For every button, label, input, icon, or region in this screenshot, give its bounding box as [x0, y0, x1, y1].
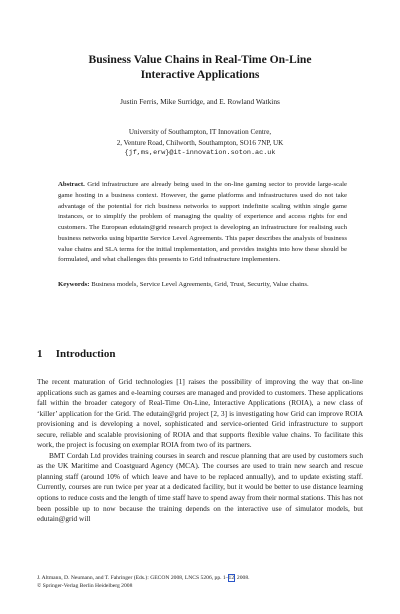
- author-list: Justin Ferris, Mike Surridge, and E. Rowland Watkins: [120, 97, 280, 106]
- section-title: Introduction: [55, 348, 116, 360]
- paragraph-1: The recent maturation of Grid technologies [1] raises the possibility of improving the way that on-line applications such as games and e-learning courses are managed and provided to customers. These applications fall within the broader category of Real-Time On-Line, Interactive Applications (ROIA), a new class of ‘killer’ application for the Grid. The edutain@grid project [2, 3] is investigating how Grid can improve ROIA provisioning and is developing a novel, sophisticated and service-oriented Grid infrastructure to support secure, reliable and scalable provisioning of ROIA and that supports flexible value chains. To facilitate this work, the project is focusing on exemplar ROIA from two of its partners.: [37, 377, 363, 450]
- abstract-label: Abstract.: [58, 181, 85, 188]
- section-heading: [37, 348, 363, 360]
- keywords-label: Keywords:: [58, 281, 90, 288]
- citation-footnote: [37, 574, 363, 591]
- section-number: 1: [37, 348, 43, 360]
- abstract-text: Grid infrastructure are already being used in the on-line gaming sector to provide large-scale game hosting in a business context. However, the game platforms and infrastructures used do not take advantage of the potential for rich business networks to support indefinite scaling within single game instances, or to simplify the problem of managing the quality of experience and access rights for end customers. The European edutain@grid research project is developing an infrastructure for realising such business networks using bipartite Service Level Agreements. This paper describes the analysis of business value chains and SLA terms for the initial implementation, and provides insights into how these should be formulated, and what challenges this presents to Grid infrastructure implementers.: [58, 181, 348, 264]
- footnote-line-1: [37, 574, 363, 582]
- keywords-text: Business models, Service Level Agreements, Grid, Trust, Security, Value chains.: [91, 281, 309, 288]
- body-text: [37, 377, 363, 525]
- title-line-2: Interactive Applications: [140, 68, 260, 81]
- affiliation: [60, 127, 340, 159]
- page-range-end-link[interactable]: 12: [228, 575, 235, 581]
- copyright-line: © Springer-Verlag Berlin Heidelberg 2008: [37, 583, 133, 590]
- paragraph-2: BMT Cordah Ltd provides training courses in search and rescue planning that are used by customers such as the UK Maritime and Coastguard Agency (MCA). The courses are used to train new search and rescue planning staff (around 10% of which leave and have to be replaced annually), and to update existing staff. Currently, courses are run twice per year at a dedicated facility, but it would be better to use distance learning options to reduce costs and the length of time staff have to spend away from their normal stations. This has not been possible up to now because the training depends on the interactive use of simulator models, but edutain@grid will: [37, 450, 363, 524]
- affiliation-line-2: 2, Venture Road, Chilworth, Southampton, SO16 7NP, UK: [116, 138, 284, 147]
- keywords: [58, 280, 347, 291]
- abstract: [58, 180, 347, 266]
- footnote-prefix: J. Altmann, D. Neumann, and T. Fahringer (Eds.): GECON 2008, LNCS 5206, pp. 1–: [37, 575, 229, 581]
- author-emails: {jf,ms,erw}@it-innovation.soton.ac.uk: [124, 149, 276, 158]
- footnote-suffix: , 2008.: [234, 575, 250, 581]
- title-line-1: Business Value Chains in Real-Time On-Line: [88, 53, 312, 66]
- affiliation-line-1: University of Southampton, IT Innovation Centre,: [128, 128, 272, 136]
- paper-title: [60, 52, 340, 82]
